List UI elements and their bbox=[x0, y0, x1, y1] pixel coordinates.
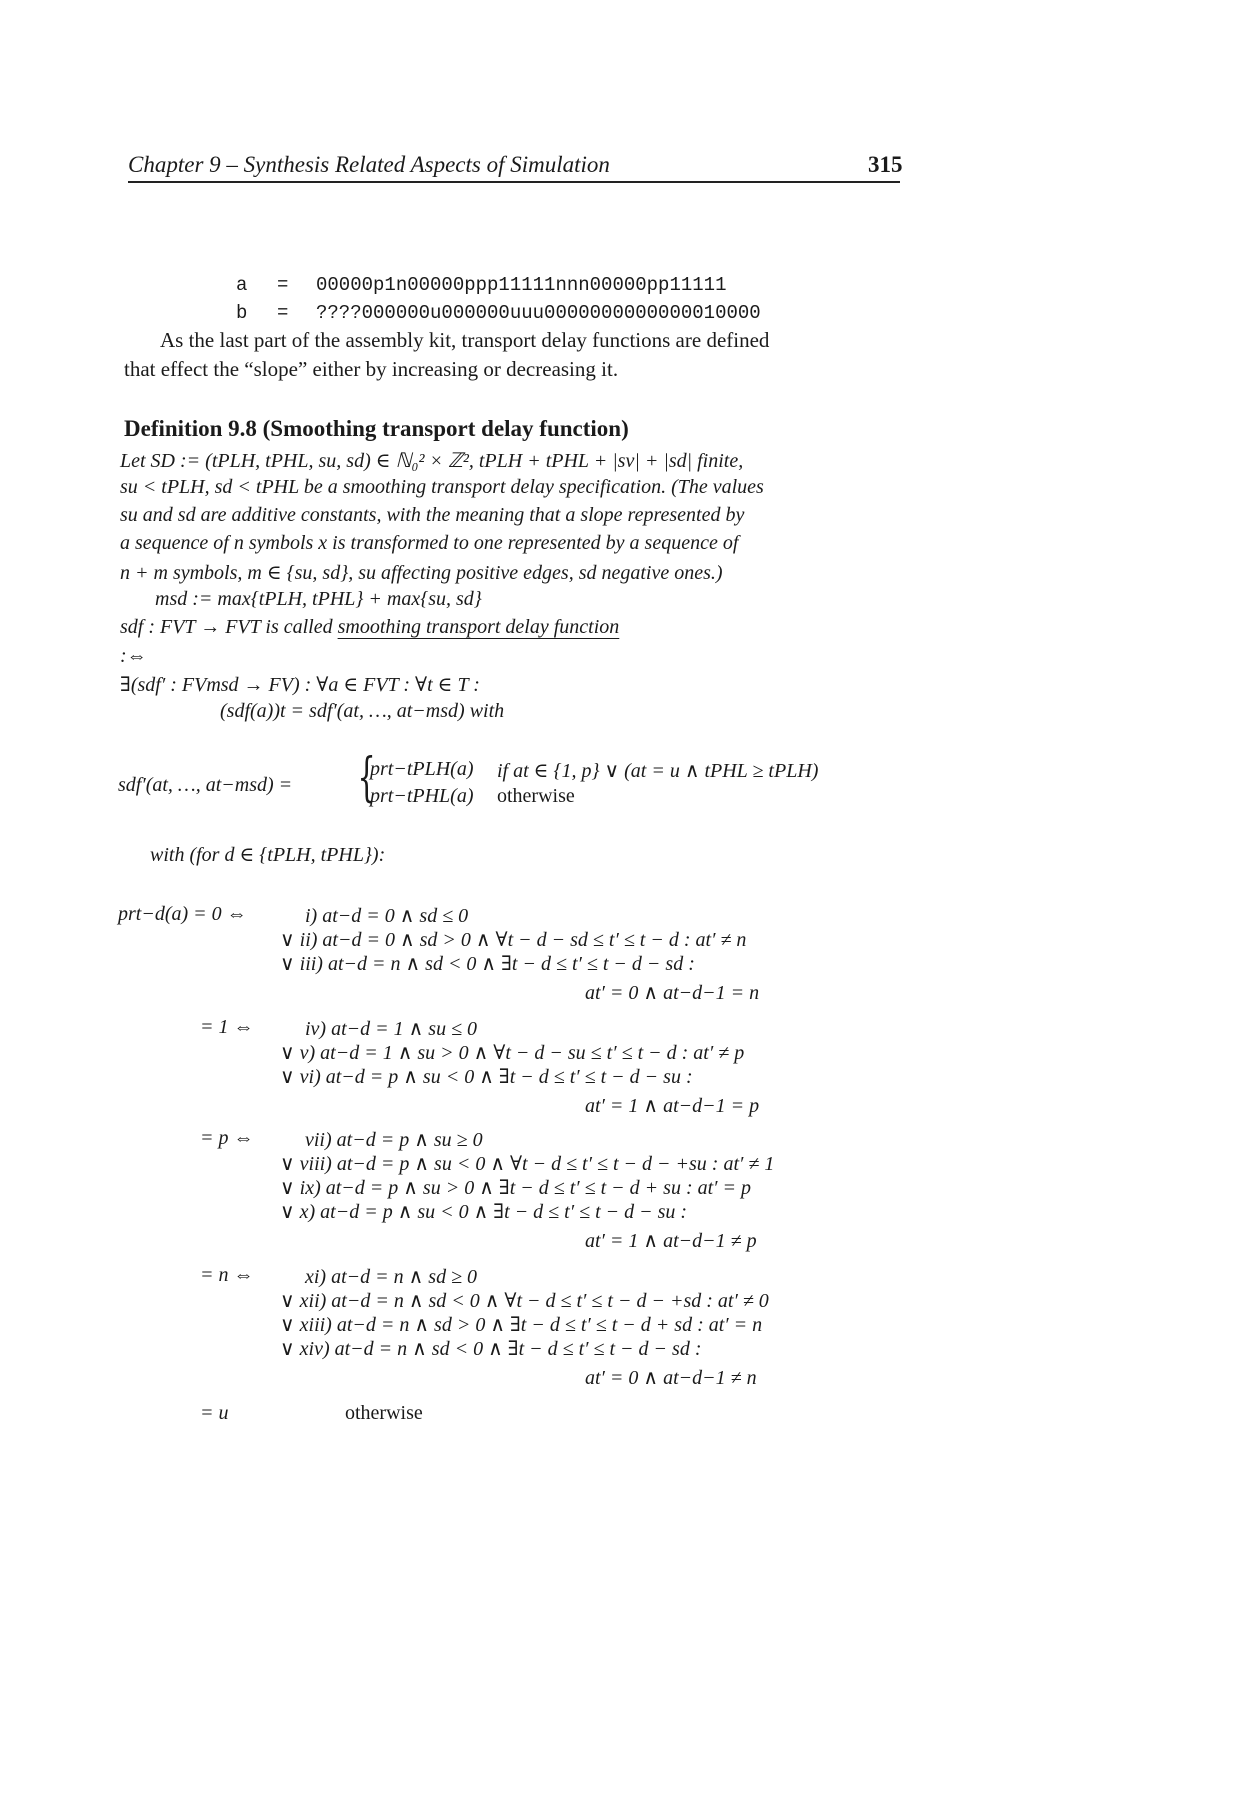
sdf-declaration-lhs: sdf : FVT → FVT is called bbox=[120, 616, 333, 638]
page-number: 315 bbox=[868, 152, 903, 177]
seq-a-eq: = bbox=[277, 274, 289, 296]
with-line: (sdf(a))t = sdf′(at, …, at−msd) with bbox=[220, 700, 505, 722]
seq-b-value: ????000000u000000uuu0000000000000010000 bbox=[316, 302, 761, 324]
pr-lhs-0: prt−d(a) = 0 ⇔ bbox=[118, 903, 247, 925]
for-d-line: with (for d ∈ {tPLH, tPHL}): bbox=[150, 844, 386, 866]
definition-line-4: a sequence of n symbols x is transformed to one represented by a sequence of bbox=[120, 532, 739, 554]
pr-lhs-1: = 1 ⇔ bbox=[200, 1016, 254, 1038]
pr-row-iii: ∨ iii) at−d = n ∧ sd < 0 ∧ ∃t − d ≤ t′ ≤ t − d − sd : bbox=[280, 953, 695, 975]
pr-row-viii: ∨ viii) at−d = p ∧ su < 0 ∧ ∀t − d ≤ t′ ≤ t − d − +su : at′ ≠ 1 bbox=[280, 1153, 775, 1175]
header-rule bbox=[128, 181, 900, 183]
intro-line-1: As the last part of the assembly kit, transport delay functions are defined bbox=[160, 328, 770, 352]
pr-row-vi-cont: at′ = 1 ∧ at−d−1 = p bbox=[585, 1095, 760, 1117]
case2-expr: prt−tPHL(a) bbox=[370, 785, 474, 807]
case-lhs: sdf′(at, …, at−msd) = bbox=[118, 774, 293, 796]
seq-b-eq: = bbox=[277, 302, 289, 324]
pr-row-xiii: ∨ xiii) at−d = n ∧ sd > 0 ∧ ∃t − d ≤ t′ ≤ t − d + sd : at′ = n bbox=[280, 1314, 763, 1336]
seq-a-value: 00000p1n00000ppp11111nnn00000pp11111 bbox=[316, 274, 727, 296]
pr-row-x: ∨ x) at−d = p ∧ su < 0 ∧ ∃t − d ≤ t′ ≤ t − d − su : bbox=[280, 1201, 688, 1223]
sdf-declaration bbox=[120, 616, 619, 639]
msd-definition: msd := max{tPLH, tPHL} + max{su, sd} bbox=[155, 588, 482, 610]
definition-line-1: Let SD := (tPLH, tPHL, su, sd) ∈ ℕ₀² × ℤ², tPLH + tPHL + |sv| + |sd| finite, bbox=[120, 450, 744, 472]
definition-line-2: su < tPLH, sd < tPHL be a smoothing transport delay specification. (The values bbox=[120, 476, 764, 498]
iff-symbol: :⇔ bbox=[120, 645, 147, 667]
pr-lhs-n: = n ⇔ bbox=[200, 1264, 254, 1286]
definition-line-3: su and sd are additive constants, with the meaning that a slope represented by bbox=[120, 504, 745, 526]
pr-row-vi: ∨ vi) at−d = p ∧ su < 0 ∧ ∃t − d ≤ t′ ≤ t − d − su : bbox=[280, 1066, 693, 1088]
seq-b-label: b bbox=[236, 302, 248, 324]
exists-line: ∃(sdf′ : FVmsd → FV) : ∀a ∈ FVT : ∀t ∈ T : bbox=[120, 674, 480, 696]
pr-row-iv: iv) at−d = 1 ∧ su ≤ 0 bbox=[305, 1018, 478, 1040]
case1-expr: prt−tPLH(a) bbox=[370, 758, 474, 780]
pr-row-ix: ∨ ix) at−d = p ∧ su > 0 ∧ ∃t − d ≤ t′ ≤ t − d + su : at′ = p bbox=[280, 1177, 752, 1199]
pr-lhs-u: = u bbox=[200, 1402, 229, 1424]
pr-row-xi: xi) at−d = n ∧ sd ≥ 0 bbox=[305, 1266, 478, 1288]
pr-row-xii: ∨ xii) at−d = n ∧ sd < 0 ∧ ∀t − d ≤ t′ ≤ t − d − +sd : at′ ≠ 0 bbox=[280, 1290, 769, 1312]
seq-a-label: a bbox=[236, 274, 248, 296]
pr-otherwise: otherwise bbox=[345, 1402, 423, 1424]
pr-lhs-p: = p ⇔ bbox=[200, 1127, 254, 1149]
pr-row-vii: vii) at−d = p ∧ su ≥ 0 bbox=[305, 1129, 483, 1151]
chapter-title: Chapter 9 – Synthesis Related Aspects of Simulation bbox=[128, 152, 610, 177]
intro-line-2: that effect the “slope” either by increasing or decreasing it. bbox=[124, 357, 619, 381]
pr-row-i: i) at−d = 0 ∧ sd ≤ 0 bbox=[305, 905, 469, 927]
sdf-term: smoothing transport delay function bbox=[337, 616, 620, 638]
case1-cond: if at ∈ {1, p} ∨ (at = u ∧ tPHL ≥ tPLH) bbox=[497, 760, 819, 782]
pr-row-x-cont: at′ = 1 ∧ at−d−1 ≠ p bbox=[585, 1230, 757, 1252]
definition-line-5: n + m symbols, m ∈ {su, sd}, su affecting positive edges, sd negative ones.) bbox=[120, 562, 723, 584]
case2-cond: otherwise bbox=[497, 785, 575, 807]
pr-row-v: ∨ v) at−d = 1 ∧ su > 0 ∧ ∀t − d − su ≤ t′ ≤ t − d : at′ ≠ p bbox=[280, 1042, 745, 1064]
pr-row-iii-cont: at′ = 0 ∧ at−d−1 = n bbox=[585, 982, 760, 1004]
pr-row-xiv: ∨ xiv) at−d = n ∧ sd < 0 ∧ ∃t − d ≤ t′ ≤ t − d − sd : bbox=[280, 1338, 702, 1360]
pr-row-xiv-cont: at′ = 0 ∧ at−d−1 ≠ n bbox=[585, 1367, 757, 1389]
pr-row-ii: ∨ ii) at−d = 0 ∧ sd > 0 ∧ ∀t − d − sd ≤ t′ ≤ t − d : at′ ≠ n bbox=[280, 929, 747, 951]
case-brace: { bbox=[357, 748, 376, 808]
definition-heading: Definition 9.8 (Smoothing transport delay function) bbox=[124, 416, 629, 441]
